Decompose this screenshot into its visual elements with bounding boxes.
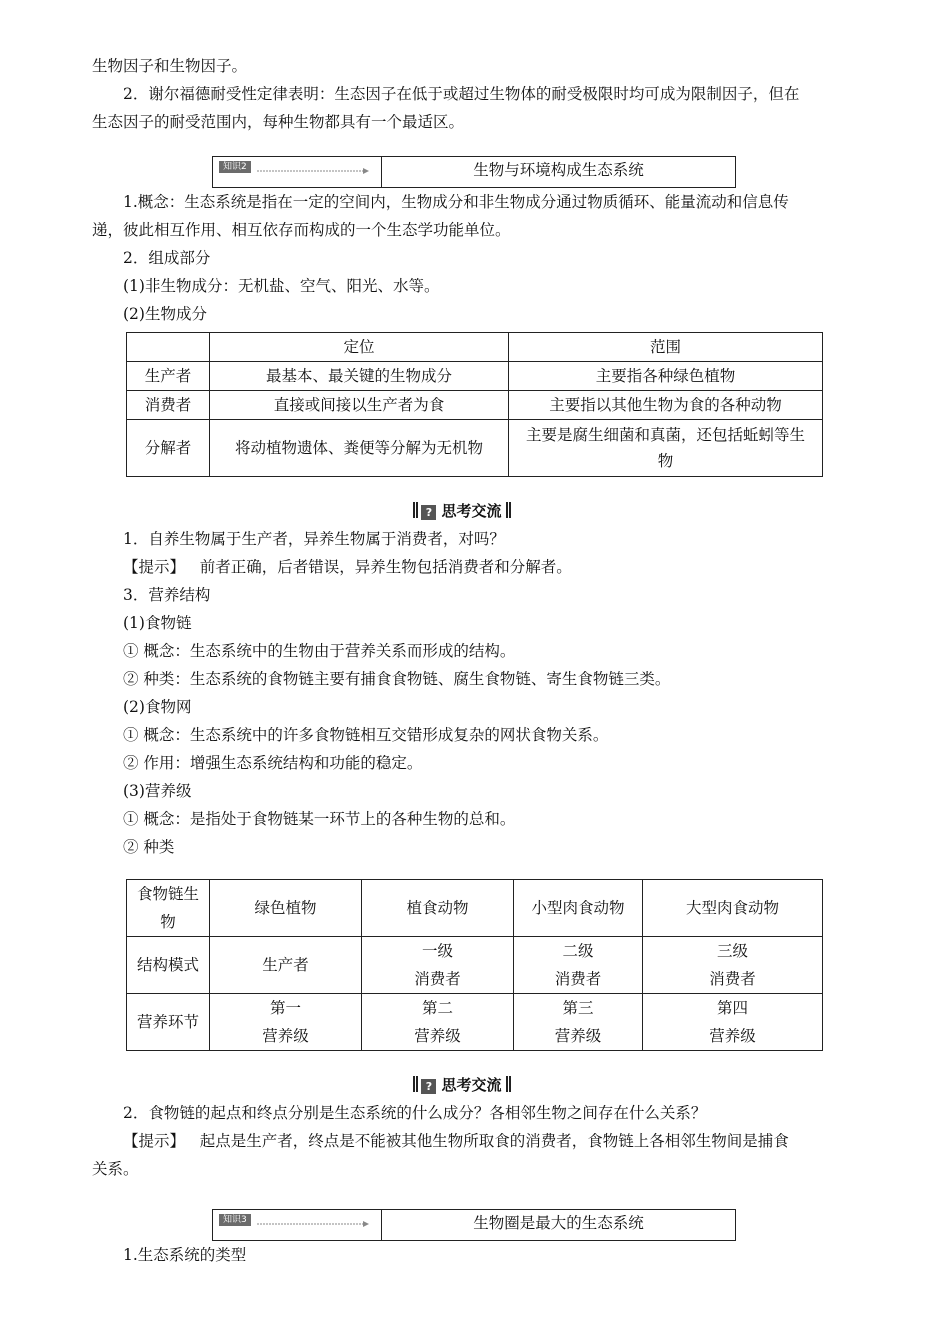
subheading: (2)食物网 <box>123 698 192 716</box>
bar-icon <box>413 502 418 518</box>
paragraph: 生态因子的耐受范围内，每种生物都具有一个最适区。 <box>92 113 465 131</box>
paragraph: (1)非生物成分：无机盐、空气、阳光、水等。 <box>123 277 440 295</box>
paragraph: ② 种类 <box>123 838 175 856</box>
table-header-row: 定位 范围 <box>127 333 823 362</box>
paragraph: ② 种类：生态系统的食物链主要有捕食食物链、腐生食物链、寄生食物链三类。 <box>123 670 671 688</box>
subheading: (1)食物链 <box>123 614 192 632</box>
document-page <box>92 52 832 1269</box>
paragraph: ① 概念：是指处于食物链某一环节上的各种生物的总和。 <box>123 810 516 828</box>
table-row: 生产者 最基本、最关键的生物成分 主要指各种绿色植物 <box>127 362 823 391</box>
subheading: (3)营养级 <box>123 782 192 800</box>
subheading: (2)生物成分 <box>123 305 207 323</box>
paragraph: ① 概念：生态系统中的生物由于营养关系而形成的结构。 <box>123 642 516 660</box>
subheading: 1.生态系统的类型 <box>123 1246 247 1264</box>
table-row: 消费者 直接或间接以生产者为食 主要指以其他生物为食的各种动物 <box>127 391 823 420</box>
section-title: 生物与环境构成生态系统 <box>473 161 644 179</box>
arrow-icon <box>219 168 369 174</box>
knowledge-2-header <box>212 156 736 188</box>
knowledge-tag: 知识2 <box>219 161 251 173</box>
question-icon <box>421 1079 436 1094</box>
knowledge-tag: 知识3 <box>219 1214 251 1226</box>
think-exchange-heading: ?思考交流 <box>92 1071 832 1099</box>
table-row: 结构模式 生产者 一级 消费者 二级 消费者 三级 消费者 <box>127 937 823 994</box>
table-row: 营养环节 第一 营养级 第二 营养级 第三 营养级 第四 营养级 <box>127 994 823 1051</box>
question-icon <box>421 505 436 520</box>
paragraph: 递，彼此相互作用、相互依存而构成的一个生态学功能单位。 <box>92 221 511 239</box>
bio-component-table <box>126 332 823 477</box>
hint: 【提示】 起点是生产者，终点是不能被其他生物所取食的消费者，食物链上各相邻生物间是捕食 <box>123 1132 789 1150</box>
subheading: 3．营养结构 <box>123 586 211 604</box>
section-title: 生物圈是最大的生态系统 <box>473 1214 644 1232</box>
table-row: 分解者 将动植物遗体、粪便等分解为无机物 主要是腐生细菌和真菌，还包括蚯蚓等生物 <box>127 420 823 477</box>
table-header-row: 食物链生物 绿色植物 植食动物 小型肉食动物 大型肉食动物 <box>127 880 823 937</box>
subheading: 2．组成部分 <box>123 249 211 267</box>
paragraph: 1.概念：生态系统是指在一定的空间内，生物成分和非生物成分通过物质循环、能量流动和信息传 <box>123 193 789 211</box>
question: 2．食物链的起点和终点分别是生态系统的什么成分？各相邻生物之间存在什么关系？ <box>123 1104 707 1122</box>
paragraph: ② 作用：增强生态系统结构和功能的稳定。 <box>123 754 423 772</box>
paragraph: ① 概念：生态系统中的许多食物链相互交错形成复杂的网状食物关系。 <box>123 726 609 744</box>
hint-continued: 关系。 <box>92 1160 139 1178</box>
bar-icon <box>413 1076 418 1092</box>
arrow-icon <box>219 1221 369 1227</box>
trophic-level-table <box>126 879 823 1051</box>
bar-icon <box>506 502 511 518</box>
bar-icon <box>506 1076 511 1092</box>
knowledge-3-header <box>212 1209 736 1241</box>
paragraph: 生物因子和生物因子。 <box>92 57 248 75</box>
question: 1．自养生物属于生产者，异养生物属于消费者，对吗？ <box>123 530 505 548</box>
think-exchange-heading: ?思考交流 <box>92 497 832 525</box>
paragraph: 2．谢尔福德耐受性定律表明：生态因子在低于或超过生物体的耐受极限时均可成为限制因子，但在 <box>123 85 800 103</box>
hint: 【提示】 前者正确，后者错误，异养生物包括消费者和分解者。 <box>123 558 572 576</box>
